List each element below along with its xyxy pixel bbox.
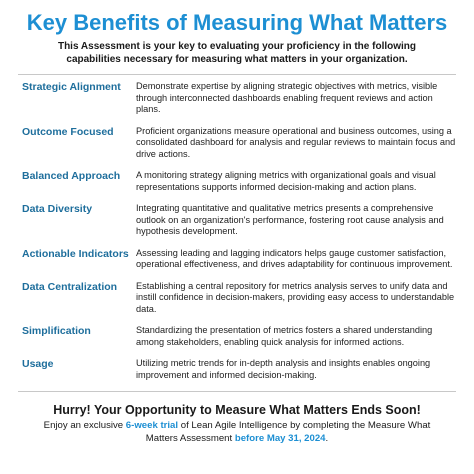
page-title: Key Benefits of Measuring What Matters xyxy=(26,10,448,35)
deadline-highlight: before May 31, 2024 xyxy=(234,432,326,444)
intro-text: This Assessment is your key to evaluating your proficiency in the following capabilities necessary for measuring what matters in your organization. xyxy=(57,41,417,65)
benefits-list xyxy=(18,81,456,381)
benefit-row xyxy=(18,203,456,238)
cta-heading: Hurry! Your Opportunity to Measure What Matters Ends Soon! xyxy=(53,403,421,417)
benefit-label: Outcome Focused xyxy=(22,125,114,138)
benefit-row xyxy=(18,358,456,381)
benefit-description: Integrating quantitative and qualitative metrics presents a comprehensive outlook on an organization's performance, fostering root cause analysis and hypothesis development. xyxy=(136,203,444,236)
benefit-row xyxy=(18,248,456,271)
benefit-description: A monitoring strategy aligning metrics with organizational goals and visual representations supports informed decision-making and action plans. xyxy=(136,170,436,192)
benefit-label: Simplification xyxy=(22,325,91,337)
benefit-label: Usage xyxy=(22,358,54,370)
benefit-row xyxy=(18,325,456,348)
benefit-row xyxy=(18,170,456,193)
benefit-description: Utilizing metric trends for in-depth analysis and insights enables ongoing improvement and informed decision-making. xyxy=(136,358,431,380)
cta-text-part: . xyxy=(325,432,329,444)
cta-text-part: of Lean Agile Intelligence by completing the Measure What Matters Assessment xyxy=(145,420,431,444)
benefit-row xyxy=(18,126,456,161)
benefit-label: Data Diversity xyxy=(22,203,93,215)
benefit-description: Demonstrate expertise by aligning strategic objectives with metrics, visible through interconnected dashboards enabling frequent reviews and action plans. xyxy=(136,81,438,114)
benefit-description: Standardizing the presentation of metrics fosters a shared understanding among stakeholders, enabling quick analysis for informed actions. xyxy=(136,325,433,347)
benefit-row xyxy=(18,281,456,316)
benefit-row xyxy=(18,81,456,116)
benefit-label: Balanced Approach xyxy=(22,170,121,182)
benefit-label: Actionable Indicators xyxy=(22,247,129,260)
trial-highlight: 6-week trial xyxy=(125,420,179,431)
cta-text-part: Enjoy an exclusive xyxy=(43,420,126,431)
bottom-divider xyxy=(18,391,456,392)
benefit-label: Data Centralization xyxy=(22,280,118,293)
top-divider xyxy=(18,74,456,75)
benefit-description: Establishing a central repository for metrics analysis serves to unify data and instill confidence in decision-makers, providing easy access to understandable data. xyxy=(136,280,455,314)
benefit-label: Strategic Alignment xyxy=(22,81,121,93)
cta-text xyxy=(18,420,456,445)
benefit-description: Proficient organizations measure operational and business outcomes, using a consolidated dashboard for analysis and regular reviews to maintain focus and drive actions. xyxy=(136,125,456,159)
benefit-description: Assessing leading and lagging indicators helps gauge customer satisfaction, operational effectiveness, and drives adaptability for continuous improvement. xyxy=(136,247,453,269)
